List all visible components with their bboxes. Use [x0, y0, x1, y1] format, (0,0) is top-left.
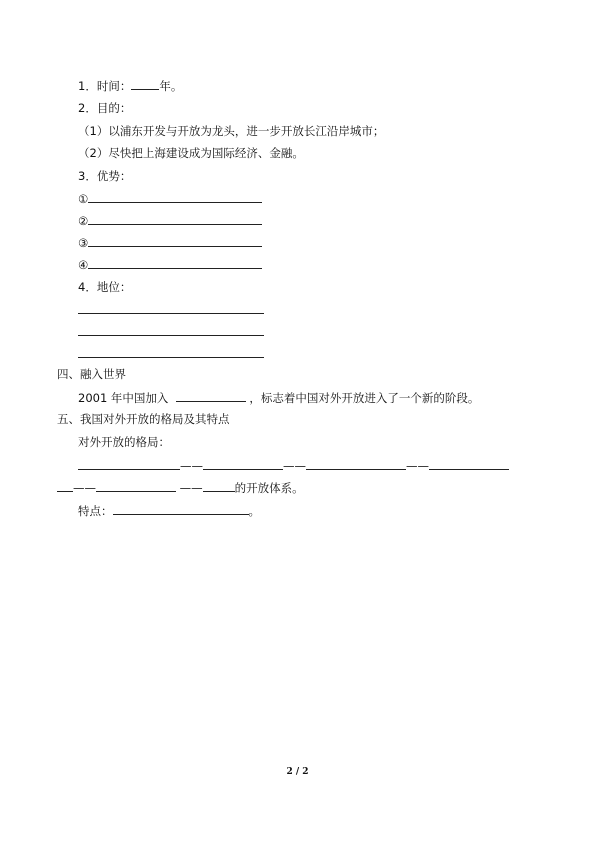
item-status-label: 4．地位：: [78, 280, 132, 294]
advantage-blank-3[interactable]: [88, 234, 262, 247]
feature-end: 。: [248, 504, 260, 518]
item-purpose-label: 2．目的：: [78, 101, 132, 115]
pattern-label: 对外开放的格局：: [78, 435, 170, 449]
pattern-dash-3: ——: [406, 459, 429, 473]
section-5-heading: 五、我国对外开放的格局及其特点: [57, 412, 230, 426]
pattern-ending: 的开放体系。: [234, 481, 304, 495]
feature-row: [78, 502, 260, 519]
section-4-heading: 四、融入世界: [57, 367, 126, 381]
pattern-dash-5: ——: [179, 481, 203, 495]
advantage-blank-4[interactable]: [88, 256, 262, 269]
advantage-row-3: [78, 234, 262, 251]
pattern-blank-5[interactable]: [57, 479, 73, 492]
time-prefix: 1．时间：: [78, 79, 132, 93]
advantage-mark-1: ①: [78, 192, 89, 206]
item-advantage-label: 3．优势：: [78, 169, 132, 183]
purpose-point-1: （1）以浦东开发与开放为龙头，进一步开放长江沿岸城市；: [78, 124, 385, 138]
pattern-row-1: [78, 457, 509, 474]
pattern-blank-3[interactable]: [306, 457, 406, 470]
time-suffix: 年。: [159, 79, 183, 93]
pattern-dash-2: ——: [283, 459, 306, 473]
pattern-dash-4: ——: [73, 481, 96, 495]
pattern-row-2: [57, 479, 304, 496]
status-answer-line-1[interactable]: [78, 313, 264, 314]
pattern-dash-1: ——: [180, 459, 203, 473]
item-time: [78, 77, 182, 94]
wto-blank[interactable]: [176, 389, 246, 402]
advantage-mark-2: ②: [78, 214, 89, 228]
advantage-blank-2[interactable]: [88, 212, 262, 225]
feature-label: 特点：: [78, 504, 113, 518]
advantage-mark-4: ④: [78, 258, 89, 272]
status-answer-line-3[interactable]: [78, 357, 264, 358]
time-blank[interactable]: [131, 77, 159, 90]
pattern-blank-7[interactable]: [203, 479, 235, 492]
section-4-sentence-start: 2001 年中国加入: [78, 391, 169, 405]
feature-blank[interactable]: [113, 502, 249, 515]
purpose-point-2: （2）尽快把上海建设成为国际经济、金融。: [78, 146, 304, 160]
advantage-blank-1[interactable]: [88, 190, 262, 203]
section-4-sentence: [78, 389, 479, 406]
page-number: 2 / 2: [286, 767, 309, 777]
pattern-blank-1[interactable]: [78, 457, 180, 470]
advantage-row-4: [78, 256, 262, 273]
pattern-blank-4[interactable]: [429, 457, 509, 470]
pattern-blank-6[interactable]: [96, 479, 176, 492]
pattern-blank-2[interactable]: [203, 457, 283, 470]
advantage-mark-3: ③: [78, 236, 89, 250]
status-answer-line-2[interactable]: [78, 335, 264, 336]
advantage-row-1: [78, 190, 262, 207]
advantage-row-2: [78, 212, 262, 229]
section-4-sentence-end: ，标志着中国对外开放进入了一个新的阶段。: [249, 391, 480, 405]
